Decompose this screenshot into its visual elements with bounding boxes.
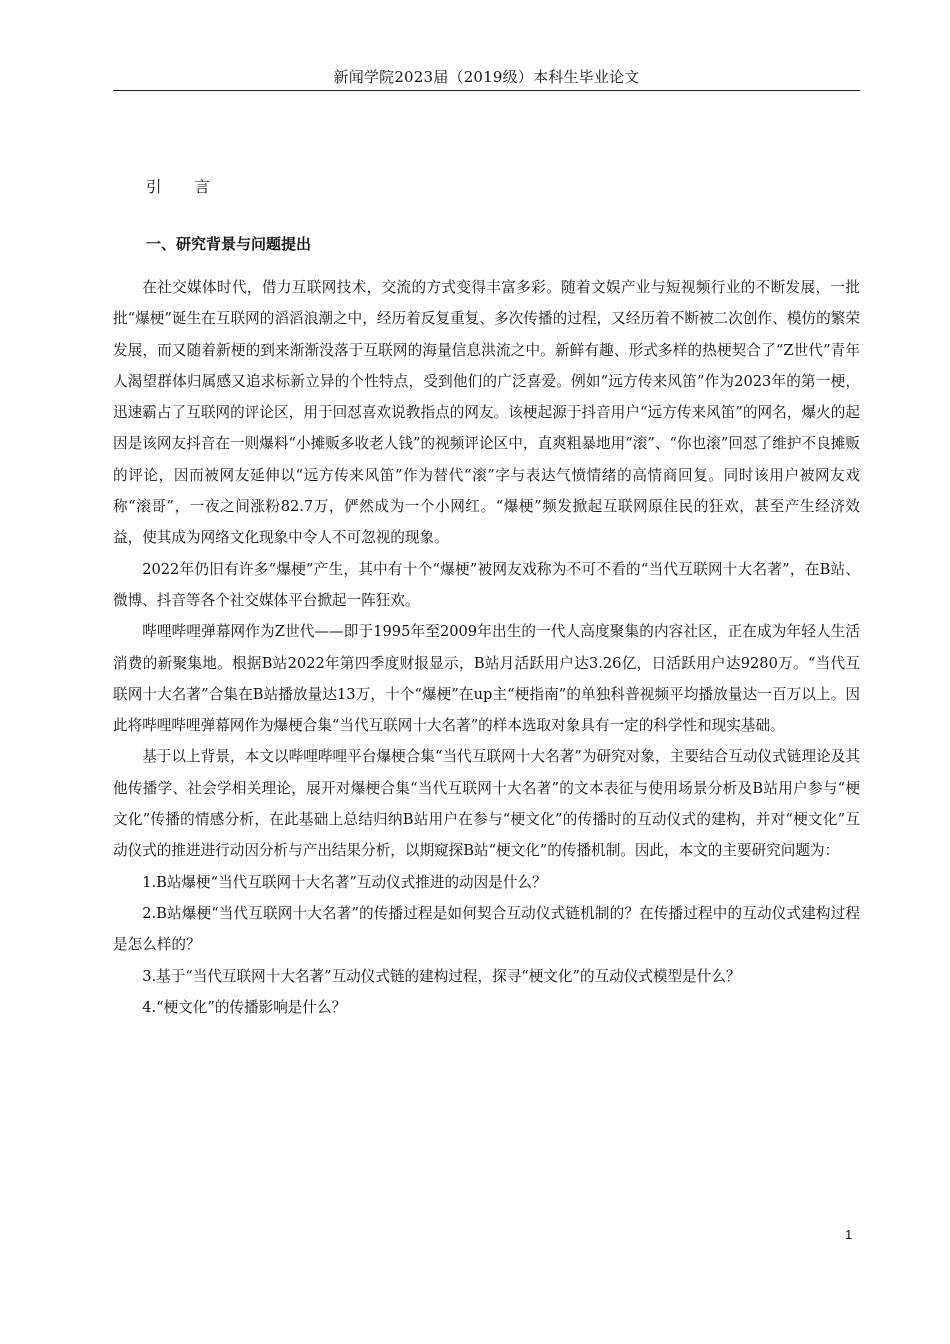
research-question: 3.基于“当代互联网十大名著”互动仪式链的建构过程，探寻“梗文化”的互动仪式模型是什么？: [142, 967, 741, 985]
paragraph: 在社交媒体时代，借力互联网技术，交流的方式变得丰富多彩。随着文娱产业与短视频行业的不断发展，一批批“爆梗”诞生在互联网的滔滔浪潮之中，经历着反复重复、多次传播的过程，又经历着不断被二次创作、模仿的繁荣发展，而又随着新梗的到来渐渐没落于互联网的海量信息洪流之中。新鲜有趣、形式多样的热梗契合了“Z世代”青年人渴望群体归属感又追求标新立异的个性特点，受到他们的广泛喜爱。例如“远方传来风笛”作为2023年的第一梗，迅速霸占了互联网的评论区，用于回怼喜欢说教指点的网友。该梗起源于抖音用户“远方传来风笛”的网名，爆火的起因是该网友抖音在一则爆料“小摊贩多收老人钱”的视频评论区中，直爽粗暴地用“滚”、“你也滚”回怼了维护不良摊贩的评论，因而被网友延伸以“远方传来风笛”作为替代“滚”字与表达气愤情绪的高情商回复。同时该用户被网友戏称“滚哥”，一夜之间涨粉82.7万，俨然成为一个小网红。“爆梗”频发掀起互联网原住民的狂欢，甚至产生经济效益，使其成为网络文化现象中令人不可忽视的现象。: [113, 279, 860, 547]
running-header: 新闻学院2023届（2019级）本科生毕业论文: [333, 68, 640, 86]
intro-title: 引 言: [146, 178, 224, 196]
research-question: 1.B站爆梗“当代互联网十大名著”互动仪式推进的动因是什么？: [142, 873, 547, 891]
page-number: 1: [845, 1227, 853, 1242]
header-divider: [113, 90, 860, 91]
paragraph: 哔哩哔哩弹幕网作为Z世代——即于1995年至2009年出生的一代人高度聚集的内容社区，正在成为年轻人生活消费的新聚集地。根据B站2022年第四季度财报显示，B站月活跃用户达3.26亿，日活跃用户达9280万。“当代互联网十大名著”合集在B站播放量达13万，十个“爆梗”在up主“梗指南”的单独科普视频平均播放量达一百万以上。因此将哔哩哔哩弹幕网作为爆梗合集“当代互联网十大名著”的样本选取对象具有一定的科学性和现实基础。: [113, 623, 860, 735]
research-question: 2.B站爆梗“当代互联网十大名著”的传播过程是如何契合互动仪式链机制的？在传播过程中的互动仪式建构过程是怎么样的？: [113, 904, 860, 954]
body-text: [113, 272, 860, 1023]
paragraph: 2022年仍旧有许多“爆梗”产生，其中有十个“爆梗”被网友戏称为不可不看的“当代互联网十大名著”，在B站、微博、抖音等各个社交媒体平台掀起一阵狂欢。: [113, 560, 860, 609]
section-heading: 一、研究背景与问题提出: [146, 235, 312, 253]
paragraph: 基于以上背景，本文以哔哩哔哩平台爆梗合集“当代互联网十大名著”为研究对象，主要结合互动仪式链理论及其他传播学、社会学相关理论，展开对爆梗合集“当代互联网十大名著”的文本表征与使用场景分析及B站用户参与“梗文化”传播的情感分析，在此基础上总结归纳B站用户在参与“梗文化”的传播时的互动仪式的建构，并对“梗文化”互动仪式的推进进行动因分析与产出结果分析，以期窥探B站“梗文化”的传播机制。因此，本文的主要研究问题为：: [113, 748, 860, 860]
research-question: 4.“梗文化”的传播影响是什么？: [142, 998, 347, 1016]
